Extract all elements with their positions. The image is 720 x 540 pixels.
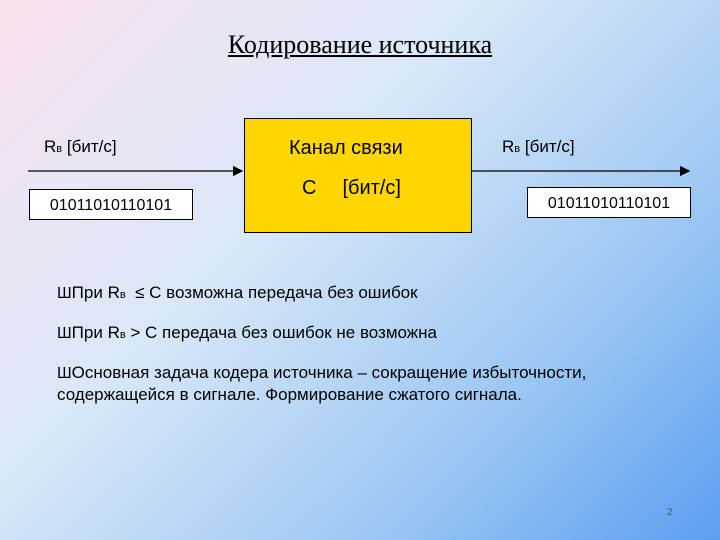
bullet-list (57, 282, 697, 421)
rate-symbol: R (44, 137, 57, 156)
rate-subscript: в (56, 143, 63, 155)
capacity-symbol: С (302, 177, 317, 199)
output-bitstream-box: 01011010110101 (527, 187, 691, 218)
slide-title: Кодирование источника (227, 30, 493, 59)
bullet-item: ШОсновная задача кодера источника – сокращение избыточности, содержащейся в сигнале. Формирование сжатого сигнала. (57, 363, 587, 404)
rate-unit: [бит/с] (524, 137, 575, 156)
bullet-item: ШПри Rв ≤ С возможна передача без ошибок (57, 283, 418, 302)
bullet-marker: Ш (57, 285, 72, 302)
output-rate-label (502, 137, 575, 157)
communication-channel-box (244, 118, 472, 233)
page-number: 2 (667, 507, 673, 518)
channel-label: Канал связи (289, 137, 403, 159)
rate-symbol: R (502, 137, 515, 156)
channel-capacity (302, 177, 401, 200)
bullet-item: ШПри Rв > С передача без ошибок не возможна (57, 323, 438, 342)
bullet-marker: Ш (57, 365, 72, 382)
rate-unit: [бит/с] (66, 137, 117, 156)
input-bitstream-box: 01011010110101 (29, 189, 193, 220)
bullet-marker: Ш (57, 325, 72, 342)
capacity-unit: [бит/с] (342, 177, 401, 199)
rate-subscript: в (514, 143, 521, 155)
